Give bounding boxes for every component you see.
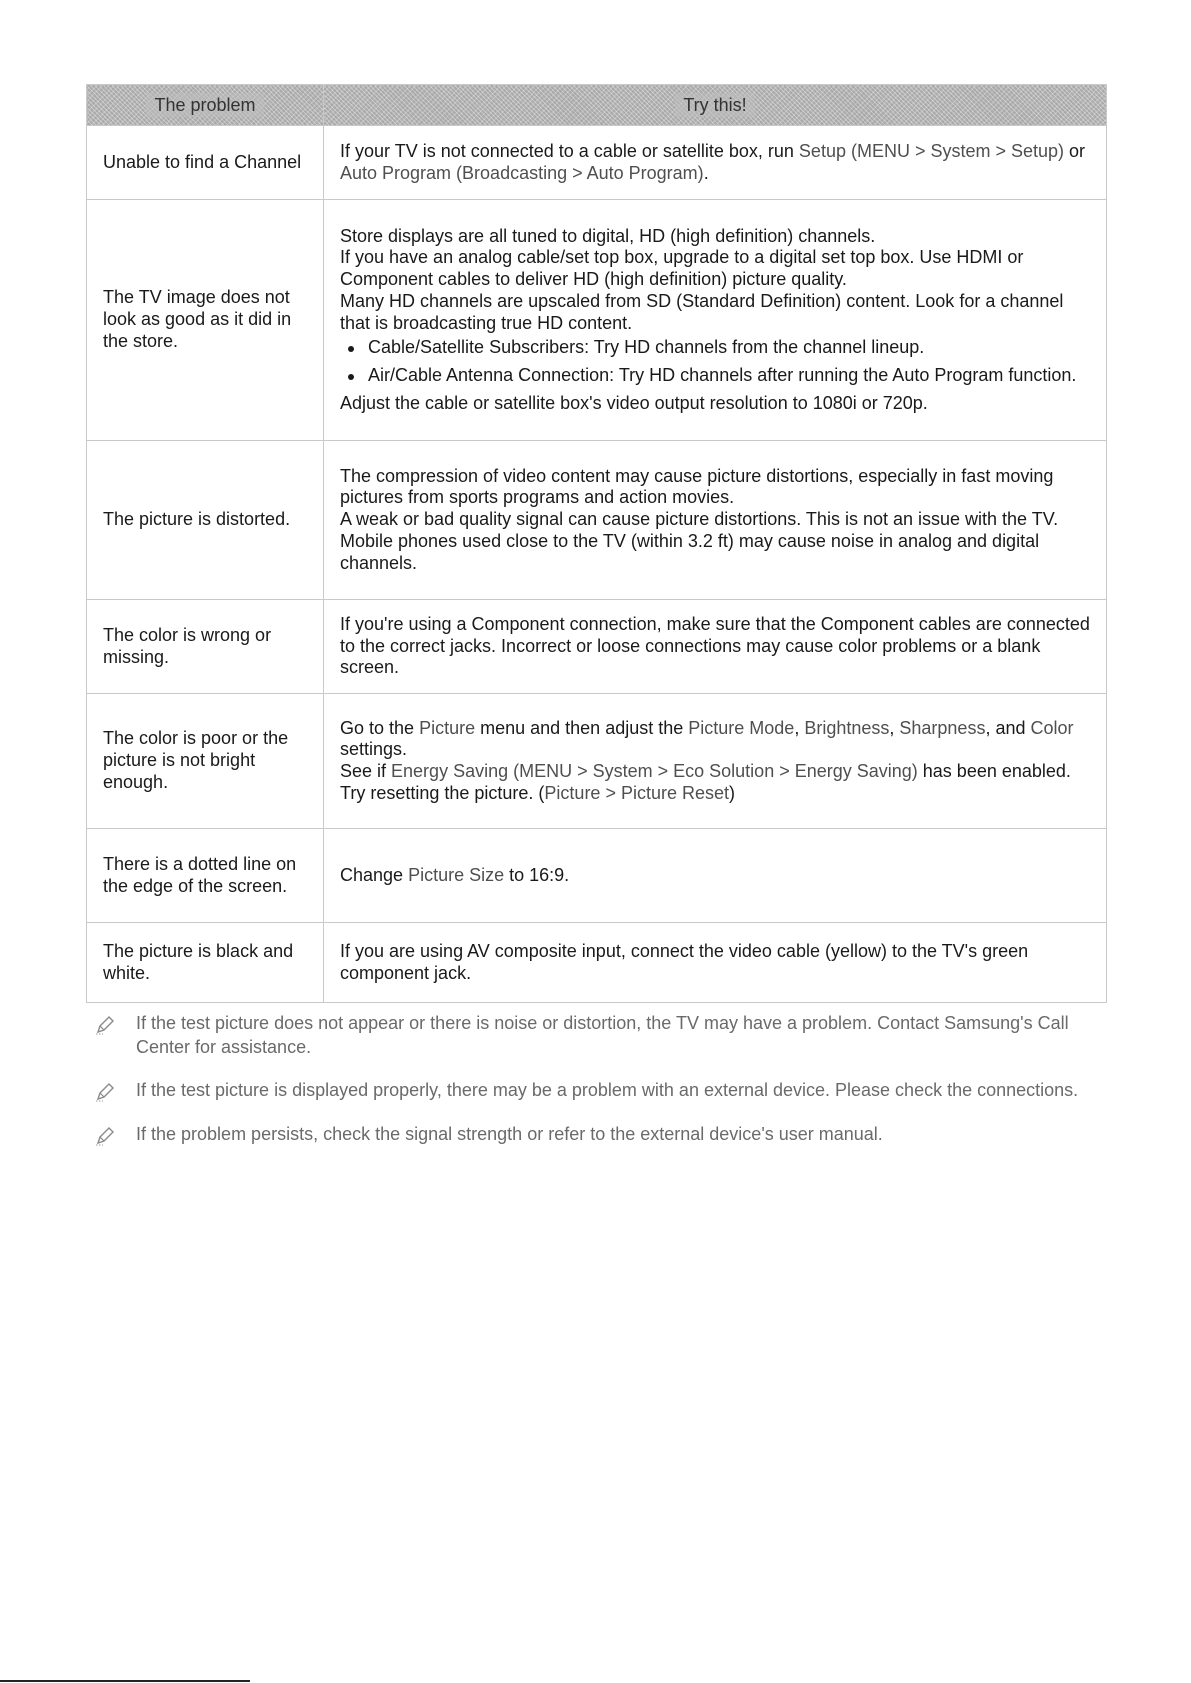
problem-cell: Unable to find a Channel	[87, 126, 324, 200]
solution-text: Go to the Picture menu and then adjust the Picture Mode, Brightness, Sharpness, and Color settings.	[340, 717, 1074, 760]
list-item: Cable/Satellite Subscribers: Try HD channels from the channel lineup.	[340, 337, 1092, 359]
table-row	[87, 200, 1107, 441]
solution-cell	[324, 600, 1107, 694]
bullet-icon	[348, 346, 354, 352]
problem-cell: The picture is black and white.	[87, 923, 324, 1003]
table-row	[87, 694, 1107, 829]
menu-term: Brightness	[804, 717, 890, 738]
solution-text: The compression of video content may cause picture distortions, especially in fast moving pictures from sports programs and action movies.	[340, 465, 1054, 508]
solution-text: If you are using AV composite input, connect the video cable (yellow) to the TV's green component jack.	[340, 940, 1029, 983]
header-solution: Try this!	[324, 85, 1107, 126]
solution-text: A weak or bad quality signal can cause picture distortions. This is not an issue with the TV.	[340, 509, 1059, 530]
menu-path: Setup (MENU > System > Setup)	[798, 140, 1065, 161]
solution-text: Try resetting the picture. (Picture > Picture Reset)	[340, 782, 736, 803]
note-text: If the test picture does not appear or there is noise or distortion, the TV may have a problem. Contact Samsung's Call Center for assistance.	[136, 1013, 1069, 1057]
troubleshooting-table	[86, 84, 1107, 1003]
table-row	[87, 923, 1107, 1003]
menu-path: Energy Saving (MENU > System > Eco Solution > Energy Saving)	[391, 761, 918, 781]
bullet-list	[340, 337, 1092, 386]
list-item: Air/Cable Antenna Connection: Try HD channels after running the Auto Program function.	[340, 365, 1092, 387]
solution-text: Change Picture Size to 16:9.	[340, 864, 570, 885]
table-row	[87, 441, 1107, 600]
footer-divider	[0, 1680, 250, 1682]
menu-term: Color	[1030, 717, 1074, 738]
solution-cell	[324, 923, 1107, 1003]
solution-text: If you have an analog cable/set top box, upgrade to a digital set top box. Use HDMI or Component cables to deliver HD (high definition) picture quality.	[340, 247, 1024, 290]
table-header-row	[87, 85, 1107, 126]
note-item	[90, 1012, 1090, 1059]
bullet-icon	[348, 374, 354, 380]
problem-cell: The color is poor or the picture is not bright enough.	[87, 694, 324, 829]
menu-path: Picture > Picture Reset	[544, 782, 730, 803]
menu-path: Auto Program (Broadcasting > Auto Program)	[340, 162, 704, 183]
solution-text: If your TV is not connected to a cable or satellite box, run Setup (MENU > System > Setup) or Auto Program (Broadcasting > Auto Program).	[340, 140, 1086, 183]
solution-cell	[324, 126, 1107, 200]
note-text: If the problem persists, check the signal strength or refer to the external device's user manual.	[136, 1123, 883, 1144]
pencil-icon	[94, 1014, 116, 1036]
problem-cell: There is a dotted line on the edge of the screen.	[87, 829, 324, 923]
note-text: If the test picture is displayed properly, there may be a problem with an external device. Please check the connections.	[136, 1080, 1079, 1100]
notes-section	[90, 1012, 1090, 1166]
solution-text: If you're using a Component connection, make sure that the Component cables are connected to the correct jacks. Incorrect or loose connections may cause color problems or a blank screen.	[340, 613, 1090, 678]
menu-term: Sharpness	[899, 717, 986, 738]
header-problem: The problem	[87, 85, 324, 126]
solution-cell	[324, 200, 1107, 441]
solution-text: Mobile phones used close to the TV (within 3.2 ft) may cause noise in analog and digital channels.	[340, 530, 1040, 573]
problem-cell: The TV image does not look as good as it did in the store.	[87, 200, 324, 441]
menu-term: Picture	[419, 717, 476, 738]
solution-text: Store displays are all tuned to digital, HD (high definition) channels.	[340, 225, 876, 246]
problem-cell: The picture is distorted.	[87, 441, 324, 600]
pencil-icon	[94, 1125, 116, 1147]
note-item	[90, 1123, 1090, 1147]
table-row	[87, 829, 1107, 923]
note-item	[90, 1079, 1090, 1103]
solution-text: Many HD channels are upscaled from SD (Standard Definition) content. Look for a channel that is broadcasting true HD content.	[340, 290, 1064, 333]
table-row	[87, 600, 1107, 694]
solution-cell	[324, 829, 1107, 923]
menu-term: Picture Size	[408, 864, 505, 885]
solution-cell	[324, 441, 1107, 600]
solution-text: See if Energy Saving (MENU > System > Eco Solution > Energy Saving) has been enabled.	[340, 761, 1071, 781]
pencil-icon	[94, 1081, 116, 1103]
problem-cell: The color is wrong or missing.	[87, 600, 324, 694]
table-row	[87, 126, 1107, 200]
solution-text: Adjust the cable or satellite box's video output resolution to 1080i or 720p.	[340, 392, 928, 413]
solution-cell	[324, 694, 1107, 829]
menu-term: Picture Mode	[688, 717, 795, 738]
